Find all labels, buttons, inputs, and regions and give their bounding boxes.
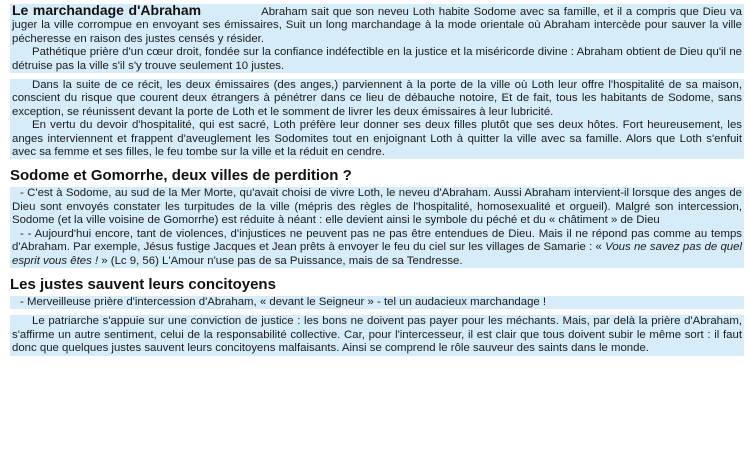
paragraph-text: » (Lc 9, 56) L'Amour n'use pas de sa Puissance, mais de sa Tendresse. <box>101 254 463 267</box>
section-justes-intro <box>10 296 744 309</box>
paragraph: Dans la suite de ce récit, les deux émissaires (des anges,) parviennent à la porte de la ville où Loth leur offre l'hospitalité de sa maison, conscient du risque que courent deux étrangers à pénétrer dans ce lieu de débauche notoire, Et de fait, tous les habitants de Sodome, sans exception, se réunissent devant la porte de Loth et le somment de livrer les deux émissaires à leur lubricité. <box>12 79 742 118</box>
paragraph-text: Abraham sait que son neveu Loth habite Sodome avec sa famille, et il a compris que Dieu va juger la ville corrompue en envoyant ses émissaires, Suit un long marchandage à la mode orientale où Abraham intercède pour sauver la ville pécheresse en raison des justes censés y résider. <box>12 6 742 45</box>
section-title-marchandage: Le marchandage d'Abraham <box>12 2 202 18</box>
section-justes <box>10 315 744 355</box>
paragraph-text: - - Aujourd'hui encore, tant de violences, d'injustices ne peuvent pas ne pas être entendues de Dieu. Mais il ne répond pas comme au temps d'Abraham. Par exemple, Jésus fustige Jacques et Jean prêts à envoyer le feu du ciel sur les villages de Samarie : « <box>12 227 742 254</box>
section-marchandage <box>10 4 744 73</box>
paragraph: Pathétique prière d'un cœur droit, fondée sur la confiance indéfectible en la justice et la miséricorde divine : Abraham obtient de Dieu qu'il ne détruise pas la ville s'il s'y trouve seulement 10 justes. <box>12 46 742 72</box>
paragraph: Le patriarche s'appuie sur une conviction de justice : les bons ne doivent pas payer pour les méchants. Mais, par delà la prière d'Abraham, s'affirme un autre sentiment, celui de la responsabilité collective. Car, pour l'intercesseur, il est clair que tous doivent subir le même sort : il faut donc que quelques justes sauvent leurs concitoyens malfaisants. Ainsi se comprend le rôle sauveur des saints dans le monde. <box>12 315 742 355</box>
section-marchandage-continued <box>10 79 744 159</box>
paragraph <box>12 228 742 268</box>
section-sodome <box>10 187 744 267</box>
quote: Vous ne savez pas de quel esprit vous êtes ! <box>12 241 743 267</box>
paragraph <box>12 4 742 46</box>
paragraph: En vertu du devoir d'hospitalité, qui est sacré, Loth préfère leur donner ses deux filles plutôt que ses deux hôtes. Fort heureusement, les anges interviennent et frappent d'aveuglement les Sodomites tout en enjoignant Loth à quitter la ville avec sa famille. Alors que Loth s'enfuit avec sa femme et ses filles, le feu tombe sur la ville et la réduit en cendre. <box>12 119 742 159</box>
section-title-justes: Les justes sauvent leurs concitoyens <box>10 275 276 293</box>
section-title-sodome: Sodome et Gomorrhe, deux villes de perdition ? <box>10 167 352 185</box>
paragraph: - Merveilleuse prière d'intercession d'Abraham, « devant le Seigneur » - tel un audacieux marchandage ! <box>20 295 547 308</box>
paragraph: - C'est à Sodome, au sud de la Mer Morte, qu'avait choisi de vivre Loth, le neveu d'Abraham. Aussi Abraham intervient-il lorsque des anges de Dieu sont envoyés constater les turpitudes de la ville (mépris des règles de l'hospitalité, homosexualité et orgueil). Malgré son intercession, Sodome (et la ville voisine de Gomorrhe) est réduite à néant : elle devient ainsi le symbole du péché et du « châtiment » de Dieu <box>12 187 742 227</box>
